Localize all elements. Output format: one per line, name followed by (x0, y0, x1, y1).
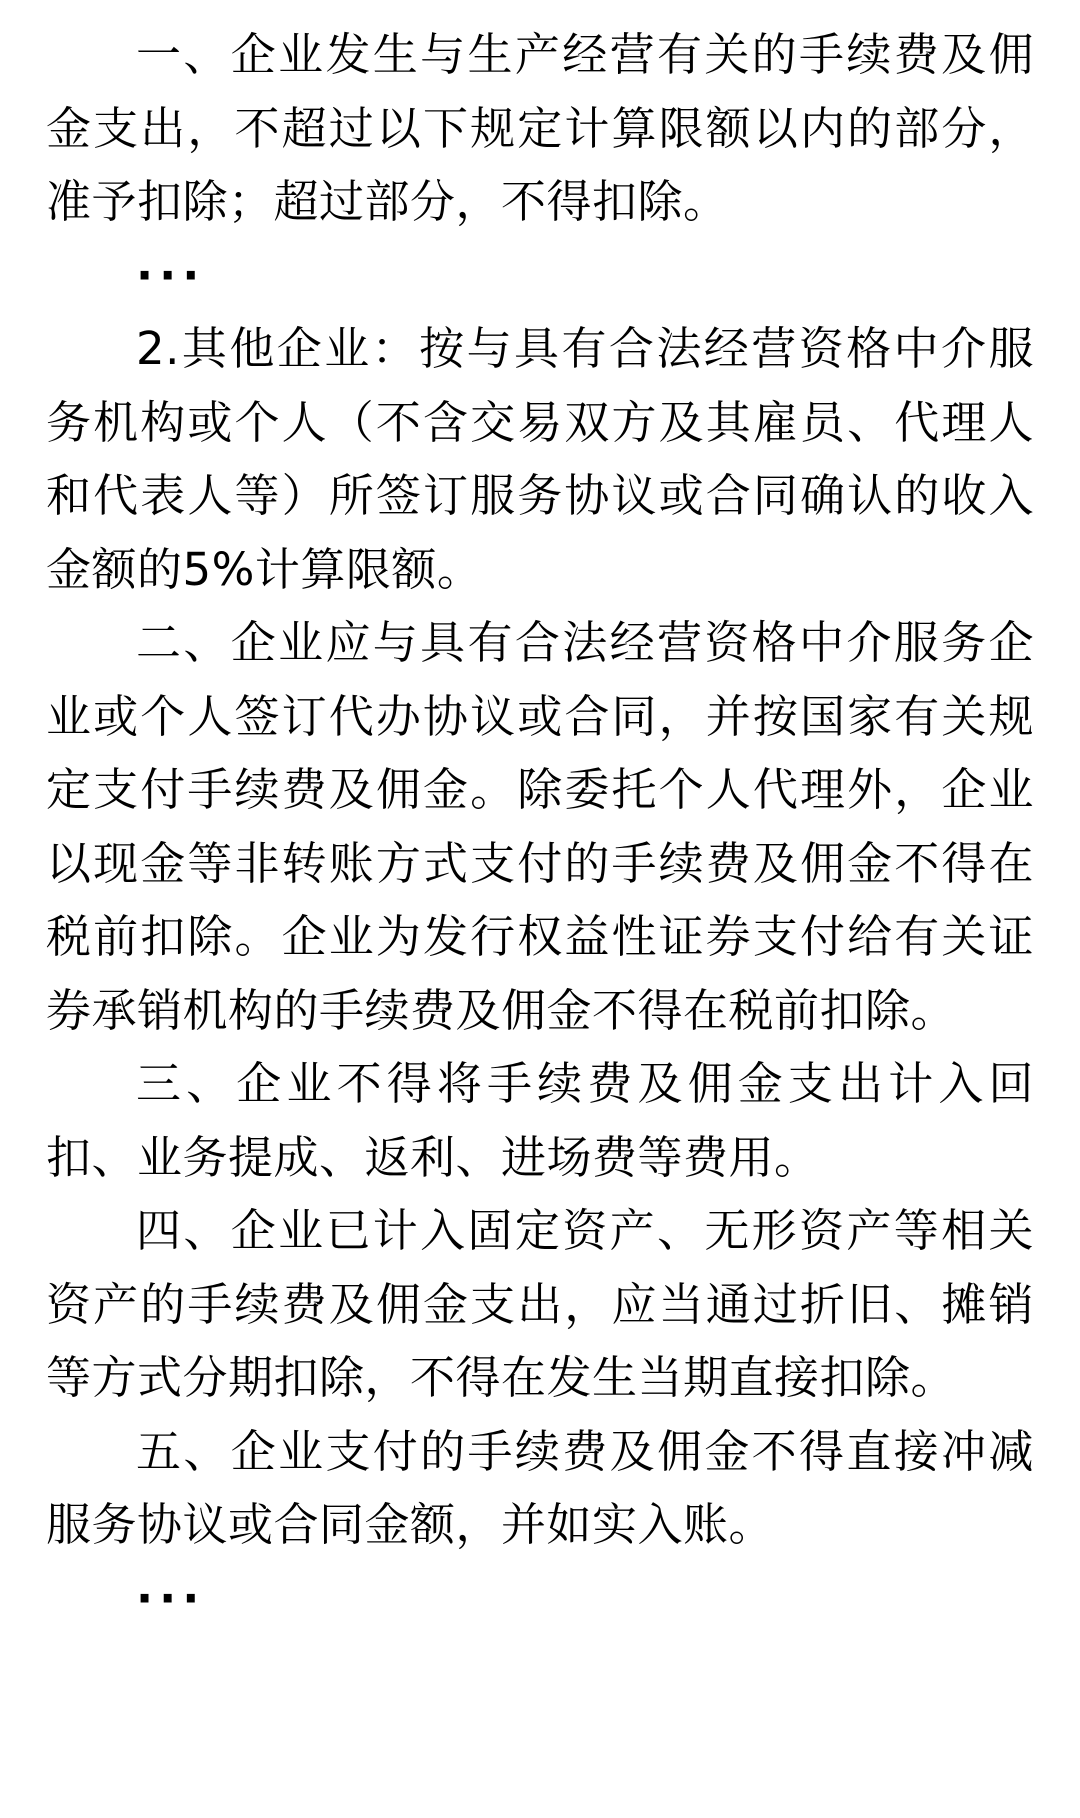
paragraph-2: 2.其他企业：按与具有合法经营资格中介服务机构或个人（不含交易双方及其雇员、代理人和代表人等）所签订服务协议或合同确认的收入金额的5%计算限额。 (46, 322, 1034, 596)
paragraph-3: 二、企业应与具有合法经营资格中介服务企业或个人签订代办协议或合同，并按国家有关规定支付手续费及佣金。除委托个人代理外，企业以现金等非转账方式支付的手续费及佣金不得在税前扣除。企业为发行权益性证券支付给有关证券承销机构的手续费及佣金不得在税前扣除。 (46, 616, 1034, 1037)
paragraph-6: 五、企业支付的手续费及佣金不得直接冲减服务协议或合同金额，并如实入账。 (46, 1424, 1034, 1551)
paragraph-5: 四、企业已计入固定资产、无形资产等相关资产的手续费及佣金支出，应当通过折旧、摊销等方式分期扣除，不得在发生当期直接扣除。 (46, 1204, 1034, 1404)
ellipsis-2: ··· (136, 1571, 206, 1625)
paragraph-4: 三、企业不得将手续费及佣金支出计入回扣、业务提成、返利、进场费等费用。 (46, 1057, 1034, 1184)
ellipsis-1: ··· (136, 248, 206, 302)
paragraph-1: 一、企业发生与生产经营有关的手续费及佣金支出，不超过以下规定计算限额以内的部分，准予扣除；超过部分，不得扣除。 (46, 28, 1034, 228)
